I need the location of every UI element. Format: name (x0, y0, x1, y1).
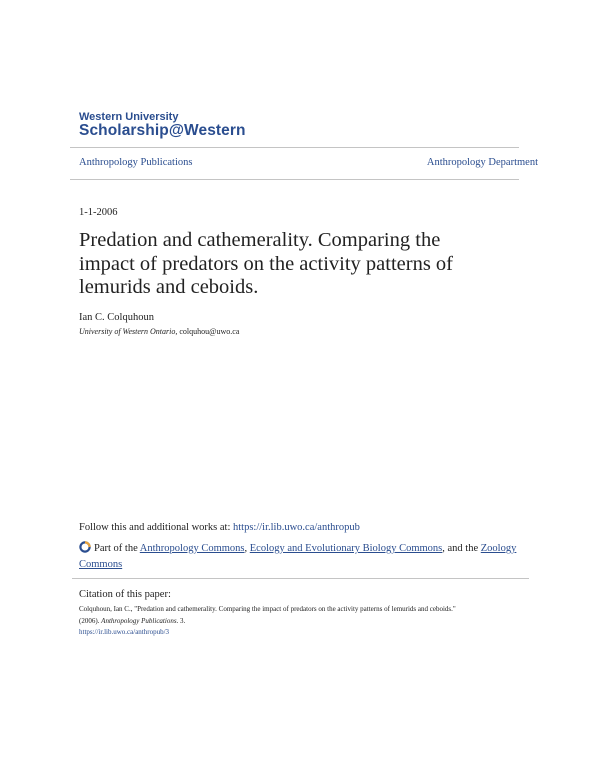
author-name: Ian C. Colquhoun (79, 312, 154, 323)
citation-divider (72, 578, 529, 579)
citation-year: (2006). (79, 616, 100, 625)
paper-title-line: impact of predators on the activity patterns of (79, 252, 454, 275)
follow-url-link[interactable]: https://ir.lib.uwo.ca/anthropub (233, 522, 360, 533)
follow-line (79, 522, 360, 533)
citation-url-link[interactable]: https://ir.lib.uwo.ca/anthropub/3 (79, 628, 170, 636)
citation-journal: Anthropology Publications (101, 616, 177, 625)
separator: , (442, 543, 445, 554)
anthropology-department-link[interactable]: Anthropology Department (426, 157, 538, 168)
follow-text: Follow this and additional works at: (79, 522, 231, 533)
publication-date: 1-1-2006 (79, 207, 118, 218)
author-email[interactable]: colquhou@uwo.ca (179, 327, 240, 336)
citation-text (79, 604, 529, 639)
citation-line (79, 616, 529, 628)
and-the-text: and the (447, 543, 479, 554)
citation-line: Colquhoun, Ian C., "Predation and cathemerality. Comparing the impact of predators on the activity patterns of lemurids and ceboids." (79, 605, 456, 613)
citation-number: . 3. (176, 616, 186, 625)
paper-title (79, 229, 489, 300)
affiliation-name: University of Western Ontario (79, 327, 176, 336)
part-of-prefix: Part of the (94, 543, 138, 554)
separator: , (244, 543, 248, 554)
ecology-evolutionary-biology-commons-link[interactable]: Ecology and Evolutionary Biology Commons (249, 543, 443, 554)
part-of-commons (79, 541, 519, 572)
citation-heading: Citation of this paper: (79, 589, 171, 600)
anthropology-commons-link[interactable]: Anthropology Commons (139, 543, 245, 554)
paper-title-line: lemurids and ceboids. (79, 276, 259, 298)
author-affiliation: University of Western Ontario, colquhou@uwo.ca (79, 327, 240, 336)
citation-line (79, 627, 529, 639)
header-divider-bottom (70, 179, 519, 180)
institution-name: Western University (79, 111, 179, 123)
paper-title-line: Predation and cathemerality. Comparing the (79, 229, 441, 251)
zoology-commons-link[interactable]: Zoology Commons (79, 543, 517, 570)
repository-name[interactable]: Scholarship@Western (79, 122, 246, 139)
open-access-icon (79, 541, 91, 558)
anthropology-publications-link[interactable]: Anthropology Publications (79, 157, 193, 168)
header-divider-top (70, 147, 519, 148)
